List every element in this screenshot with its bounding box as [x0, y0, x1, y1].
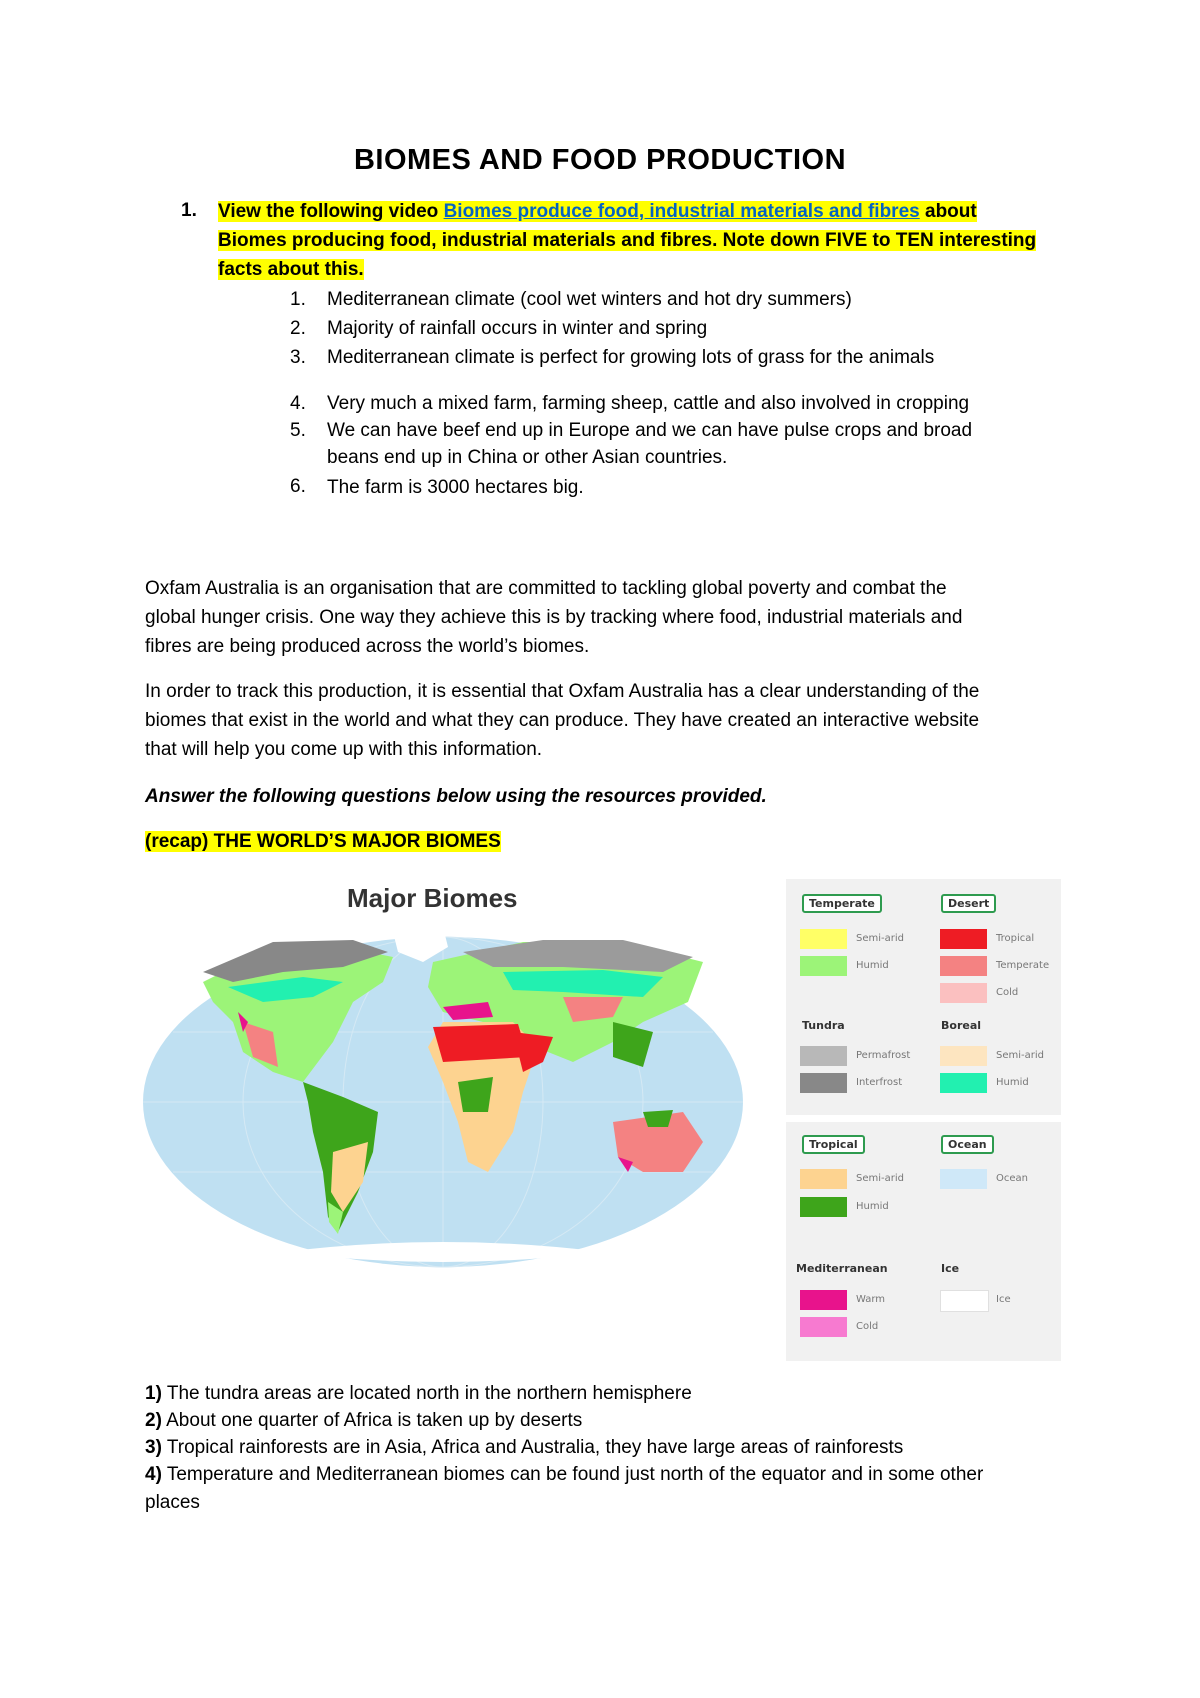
section-heading-text: (recap) THE WORLD’S MAJOR BIOMES — [145, 831, 501, 852]
legend-label: Ice — [996, 1294, 1011, 1305]
task-line-1 — [218, 197, 977, 226]
legend-swatch — [800, 1290, 847, 1310]
instruction: Answer the following questions below using the resources provided. — [145, 786, 767, 807]
fact-item: Mediterranean climate is perfect for growing lots of grass for the animals — [327, 347, 935, 368]
legend-label: Temperate — [996, 960, 1050, 971]
section-heading — [145, 827, 501, 856]
legend-swatch — [800, 1317, 847, 1337]
answer-text: About one quarter of Africa is taken up by deserts — [161, 1410, 583, 1431]
legend-label: Semi-arid — [856, 1173, 904, 1184]
fact-item: Mediterranean climate (cool wet winters and hot dry summers) — [327, 289, 852, 310]
task-line-3 — [218, 255, 364, 284]
paragraph-line: global hunger crisis. One way they achieve this is by tracking where food, industrial materials and — [145, 607, 963, 628]
biome-legend — [786, 879, 1061, 1361]
paragraph-line: that will help you come up with this information. — [145, 739, 543, 760]
legend-swatch — [940, 1169, 987, 1189]
task-prefix: View the following video — [218, 201, 444, 222]
fact-number: 3. — [290, 347, 306, 368]
legend-label: Humid — [856, 960, 889, 971]
legend-label: Cold — [856, 1321, 879, 1332]
answer-number: 4) — [145, 1464, 162, 1485]
task-number: 1. — [181, 200, 197, 221]
legend-group-title: Tundra — [802, 1019, 845, 1032]
map-title: Major Biomes — [347, 883, 518, 913]
legend-label: Ocean — [996, 1173, 1028, 1184]
answer-text: Tropical rainforests are in Asia, Africa and Australia, they have large areas of rainforests — [161, 1437, 904, 1458]
legend-swatch — [800, 1197, 847, 1217]
paragraph-line: fibres are being produced across the world’s biomes. — [145, 636, 590, 657]
answer-number: 1) — [145, 1383, 162, 1404]
legend-swatch — [800, 929, 847, 949]
task-line-2-text: Biomes producing food, industrial materials and fibres. Note down FIVE to TEN interesting — [218, 230, 1037, 251]
legend-group-title: Ocean — [941, 1135, 994, 1154]
fact-number: 5. — [290, 420, 306, 441]
fact-number: 1. — [290, 289, 306, 310]
legend-label: Semi-arid — [996, 1050, 1044, 1061]
fact-item: Majority of rainfall occurs in winter and spring — [327, 318, 708, 339]
answer-number: 2) — [145, 1410, 162, 1431]
answer-line-continued: places — [145, 1492, 200, 1513]
legend-swatch — [800, 1073, 847, 1093]
legend-swatch — [940, 1073, 987, 1093]
fact-number: 4. — [290, 393, 306, 414]
legend-group-title: Ice — [941, 1262, 960, 1275]
legend-swatch — [800, 956, 847, 976]
legend-label: Humid — [996, 1077, 1029, 1088]
legend-swatch — [940, 1290, 989, 1312]
answer-text: Temperature and Mediterranean biomes can be found just north of the equator and in some other — [161, 1464, 984, 1485]
congo — [458, 1077, 493, 1112]
legend-group-title: Mediterranean — [796, 1262, 888, 1275]
legend-separator — [786, 1115, 1061, 1122]
legend-group-title: Desert — [941, 894, 996, 913]
fact-item: Very much a mixed farm, farming sheep, cattle and also involved in cropping — [327, 393, 970, 414]
answer-line — [145, 1379, 692, 1408]
task-suffix: about — [919, 201, 977, 222]
task-line-3-text: facts about this. — [218, 259, 364, 280]
legend-swatch — [940, 1046, 987, 1066]
biome-map — [143, 872, 743, 1282]
fact-number: 2. — [290, 318, 306, 339]
fact-item: We can have beef end up in Europe and we can have pulse crops and broad — [327, 420, 973, 441]
answer-line — [145, 1406, 582, 1435]
legend-swatch — [940, 956, 987, 976]
answer-line — [145, 1433, 903, 1462]
legend-swatch — [940, 929, 987, 949]
legend-label: Interfrost — [856, 1077, 903, 1088]
paragraph-line: Oxfam Australia is an organisation that are committed to tackling global poverty and combat the — [145, 578, 947, 599]
legend-label: Humid — [856, 1201, 889, 1212]
fact-item-continued: beans end up in China or other Asian countries. — [327, 447, 728, 468]
legend-swatch — [800, 1169, 847, 1189]
paragraph-line: biomes that exist in the world and what they can produce. They have created an interactive website — [145, 710, 980, 731]
fact-number: 6. — [290, 476, 306, 497]
world-map-svg — [143, 872, 743, 1282]
legend-label: Semi-arid — [856, 933, 904, 944]
answer-line — [145, 1460, 983, 1489]
paragraph-line: In order to track this production, it is essential that Oxfam Australia has a clear understanding of the — [145, 681, 980, 702]
legend-group-title: Tropical — [802, 1135, 865, 1154]
legend-swatch — [800, 1046, 847, 1066]
legend-label: Tropical — [996, 933, 1035, 944]
legend-group-title: Boreal — [941, 1019, 982, 1032]
legend-label: Warm — [856, 1294, 886, 1305]
page-title: BIOMES AND FOOD PRODUCTION — [353, 144, 847, 176]
legend-label: Cold — [996, 987, 1019, 998]
legend-swatch — [940, 983, 987, 1003]
australia-north — [643, 1110, 673, 1127]
legend-group-title: Temperate — [802, 894, 882, 913]
legend-label: Permafrost — [856, 1050, 911, 1061]
fact-item: The farm is 3000 hectares big. — [327, 477, 584, 498]
task-line-2 — [218, 226, 1036, 255]
answer-number: 3) — [145, 1437, 162, 1458]
sahara — [433, 1024, 528, 1062]
video-link[interactable]: Biomes produce food, industrial materials and fibres — [443, 201, 920, 222]
answer-text: The tundra areas are located north in the northern hemisphere — [161, 1383, 692, 1404]
